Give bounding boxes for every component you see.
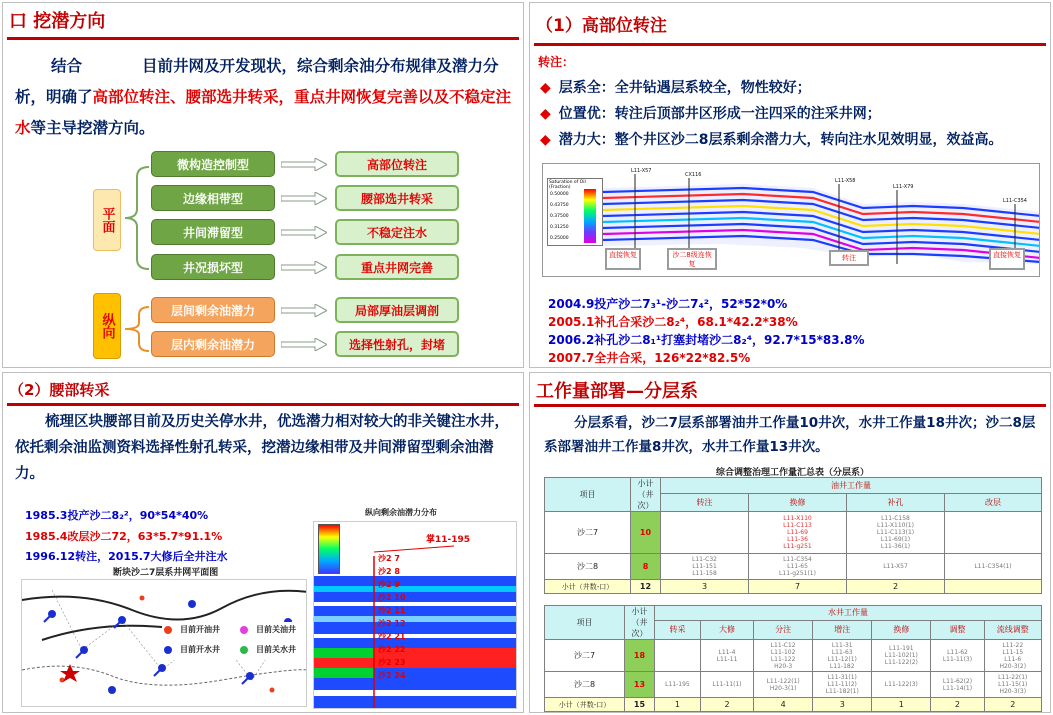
sum-name: 小计（井数-口） [545, 580, 631, 594]
th-col: 大修 [700, 620, 753, 639]
well-label: CX116 [685, 172, 702, 178]
left-item-3: 井况损坏型 [151, 254, 275, 280]
well-label: L11-C354 [1003, 198, 1027, 204]
bullet-item: ◆ 层系全：全井钻遇层系较全，物性较好； [540, 80, 811, 96]
panel-title: （1）高部位转注 [536, 16, 667, 36]
title-underline [534, 404, 1046, 407]
cell: L11-122(3) [872, 672, 931, 698]
panel-title: （2）腰部转采 [9, 381, 110, 399]
row-name: 沙二8 [545, 554, 631, 580]
th-col: 改层 [945, 494, 1042, 512]
map-legend [162, 622, 306, 660]
row-total: 18 [625, 640, 655, 672]
tag-convert: 转注 [829, 250, 869, 266]
section-layers [314, 522, 517, 709]
color-bar [584, 189, 596, 243]
arrow-icon [281, 158, 327, 171]
intro-tail: 等主导挖潜方向。 [30, 119, 155, 137]
sum-cell: 2 [700, 698, 753, 712]
sum-cell: 4 [754, 698, 813, 712]
plane-bracket [119, 163, 153, 273]
arrow-icon [281, 192, 327, 205]
sum-total: 15 [625, 698, 655, 712]
arrow-icon [281, 261, 327, 274]
history-line: 2004.9投产沙二7₃¹-沙二7₄²，52*52*0% [548, 297, 788, 311]
legend-values: 0.50000 0.43750 0.37500 0.31250 0.25000 [550, 192, 569, 241]
oil-workload-table [544, 477, 1042, 594]
history-line: 1996.12转注，2015.7大修后全井注水 [25, 550, 228, 563]
water-workload-table [544, 605, 1042, 712]
cell [945, 512, 1042, 554]
legend-open-oil: 目前开油井 [164, 624, 220, 635]
arrow-icon [281, 304, 327, 317]
sum-cell: 2 [931, 698, 984, 712]
sum-cell: 1 [655, 698, 701, 712]
open-oil-icon [164, 626, 172, 634]
th-col: 换修 [872, 620, 931, 639]
sum-cell: 2 [984, 698, 1041, 712]
vertical-section-figure [313, 521, 517, 709]
cell: L11-C12 L11-102 L11-122 H20-3 [754, 640, 813, 672]
intro-lead: 结合 [51, 57, 83, 75]
cell: L11-62 L11-11(3) [931, 640, 984, 672]
intro-paragraph [15, 51, 521, 144]
map-title: 断块沙二7层系井网平面图 [113, 568, 219, 578]
closed-water-icon [240, 646, 248, 654]
panel-high-position-conversion [529, 2, 1051, 368]
cell: L11-22(1) L11-15(1) H20-3(3) [984, 672, 1041, 698]
cell: L11-122(1) H20-3(1) [754, 672, 813, 698]
th-col: 增注 [813, 620, 872, 639]
closed-oil-icon [240, 626, 248, 634]
th-col: 补孔 [847, 494, 945, 512]
panel-waist-conversion [2, 372, 524, 713]
th-col: 调整 [931, 620, 984, 639]
cell: L11-C158 L11-X110(1) L11-C113(1) L11-69(1) L11-36(1) [847, 512, 945, 554]
table-title: 综合调整治理工作量汇总表（分层系） [716, 468, 870, 478]
title-underline [7, 37, 519, 40]
vert-label-box: 纵向 [93, 293, 121, 359]
table-row [545, 672, 1042, 698]
th-water-group: 水井工作量 [655, 606, 1042, 621]
sum-cell: 3 [813, 698, 872, 712]
row-total: 13 [625, 672, 655, 698]
th-col: 换修 [749, 494, 847, 512]
intro-body: 目前井网及开发现状，综合剩余油分布规律及潜力分析，明确了 [15, 57, 499, 106]
sum-cell: 1 [872, 698, 931, 712]
bullet-item: ◆ 潜力大：整个井区沙二8层系剩余潜力大，转向注水见效明显，效益高。 [540, 132, 1003, 148]
th-col: 分注 [754, 620, 813, 639]
cell: L11-C32 L11-151 L11-158 [661, 554, 749, 580]
intro-highlight: 高部位转注、腰部选井转采，重点井网恢复完善以及不稳定注水 [15, 88, 512, 137]
well-label: L11-X58 [835, 178, 856, 184]
cell: L11-31(1) L11-11(2) L11-182(1) [813, 672, 872, 698]
row-name: 沙二7 [545, 512, 631, 554]
th-oil-group: 油井工作量 [661, 478, 1042, 494]
cell [661, 512, 749, 554]
arrow-icon [281, 338, 327, 351]
history-line: 1985.3投产沙二8₂²，90*54*40% [25, 509, 209, 522]
waist-paragraph: 梳理区块腰部目前及历史关停水井，优选潜力相对较大的非关键注水井，依托剩余油监测资料选择性射孔转采，挖潜边缘相带及井间滞留型剩余油潜力。 [15, 414, 509, 482]
sum-cell: 3 [661, 580, 749, 594]
row-total: 8 [631, 554, 661, 580]
row-name: 沙二8 [545, 672, 625, 698]
layer-labels: 沙2 7 沙2 8 沙2 9 沙2 10 沙2 11 沙2 12 沙2 21 沙2 22 沙2 23 沙2 24 [378, 554, 406, 680]
right-item-0: 高部位转注 [335, 151, 459, 177]
title-underline [7, 403, 519, 406]
th-col: 转采 [655, 620, 701, 639]
sum-name: 小计（井数-口） [545, 698, 625, 712]
right-item-1: 腰部选井转采 [335, 185, 459, 211]
cell: L11-195 [655, 672, 701, 698]
left-item-2: 井间滞留型 [151, 219, 275, 245]
right-item-5: 选择性射孔，封堵 [335, 331, 459, 357]
right-item-2: 不稳定注水 [335, 219, 459, 245]
open-water-icon [164, 646, 172, 654]
row-name: 沙二7 [545, 640, 625, 672]
bullet-item: ◆ 位置优：转注后顶部井区形成一注四采的注采井网； [540, 106, 881, 122]
tag-direct-restore: 直接恢复 [605, 248, 641, 270]
well-map-figure [21, 579, 307, 707]
panel-title: 口 挖潜方向 [9, 11, 106, 32]
cell: L11-62(2) L11-14(1) [931, 672, 984, 698]
th-total: 小计（井次） [625, 606, 655, 640]
right-item-3: 重点井网完善 [335, 254, 459, 280]
well-label: L11-X57 [631, 168, 652, 174]
legend-open-water: 目前开水井 [164, 644, 220, 655]
cell: L11-X57 [847, 554, 945, 580]
legend-closed-water: 目前关水井 [240, 644, 296, 655]
sum-cell [945, 580, 1042, 594]
cell: L11-11(1) [700, 672, 753, 698]
table-row [545, 512, 1042, 554]
cell: L11-22 L11-15 L11-6 H20-3(2) [984, 640, 1041, 672]
table-row [545, 580, 1042, 594]
table-row [545, 640, 1042, 672]
left-item-1: 边缘相带型 [151, 185, 275, 211]
cell: L11-X110 L11-C113 L11-69 L11-36 L11-g251 [749, 512, 847, 554]
note-label: 转注： [538, 55, 575, 69]
title-underline [534, 43, 1046, 46]
sum-cell: 7 [749, 580, 847, 594]
table-row [545, 698, 1042, 712]
panel-potential-direction [2, 2, 524, 368]
right-item-4: 局部厚油层调剖 [335, 297, 459, 323]
cell: L11-C354 L11-65 L11-g251(1) [749, 554, 847, 580]
row-total: 10 [631, 512, 661, 554]
section-colorbar [318, 524, 340, 574]
left-item-4: 层间剩余油潜力 [151, 297, 275, 323]
sum-cell: 2 [847, 580, 945, 594]
cell: L11-4 L11-11 [700, 640, 753, 672]
cell: L11-191 L11-102(1) L11-122(2) [872, 640, 931, 672]
saturation-legend [547, 178, 603, 246]
well-label: L11-X79 [893, 184, 914, 190]
legend-closed-oil: 目前关油井 [240, 624, 296, 635]
history-line: 1985.4改层沙二72，63*5.7*91.1% [25, 530, 223, 543]
th-project: 项目 [545, 606, 625, 640]
tag-direct-restore-2: 直接恢复 [989, 248, 1025, 270]
section-well: 掌11-195 [426, 535, 471, 545]
vert-bracket [119, 303, 153, 355]
sum-total: 12 [631, 580, 661, 594]
history-line: 2005.1补孔合采沙二8₂⁴，68.1*42.2*38% [548, 315, 798, 329]
tag-level-restore: 沙二8级连恢复 [667, 248, 717, 270]
workload-paragraph: 分层系看，沙二7层系部署油井工作量10井次，水井工作量18井次；沙二8层系部署油井工作量8井次，水井工作量13井次。 [544, 415, 1036, 455]
arrow-icon [281, 226, 327, 239]
left-item-5: 层内剩余油潜力 [151, 331, 275, 357]
section-title: 纵向剩余油潜力分布 [365, 508, 437, 517]
cell: L11-31 L11-63 L11-12(1) L11-182 [813, 640, 872, 672]
table-row [545, 554, 1042, 580]
left-item-0: 微构造控制型 [151, 151, 275, 177]
cell: L11-C354(1) [945, 554, 1042, 580]
th-col: 流线调整 [984, 620, 1041, 639]
plane-label-box: 平面 [93, 189, 121, 251]
history-line: 2007.7全井合采，126*22*82.5% [548, 351, 751, 365]
panel-title: 工作量部署—分层系 [536, 381, 698, 402]
history-line: 2006.2补孔沙二8₁¹打塞封堵沙二8₂⁴，92.7*15*83.8% [548, 333, 865, 347]
cell [655, 640, 701, 672]
saturation-section-figure [542, 163, 1040, 277]
th-col: 转注 [661, 494, 749, 512]
legend-title: Saturation of Oil (Fraction) [549, 180, 586, 190]
th-total: 小计（井次） [631, 478, 661, 512]
panel-workload-deployment [529, 372, 1051, 713]
th-project: 项目 [545, 478, 631, 512]
